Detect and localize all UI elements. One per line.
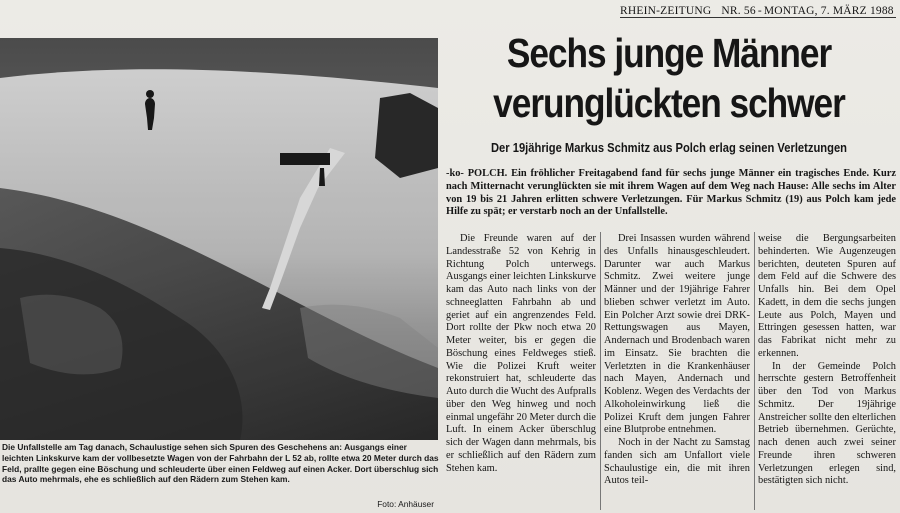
column-paragraph: Drei Insassen wurden während des Unfalls hinausgeschleudert. Darunter war auch Markus Schmitz. Zwei weitere junge Männer und der 19jährige Fahrer blieben schwer verletzt im Auto. Ein Polcher Arzt sowie drei DRK-Rettungswagen aus Mayen, Andernach und Brodenbach waren im Einsatz. Sie brachten die Verletzten in die Krankenhäuser nach Mayen, Andernach und Koblenz. Wegen des Verdachts der Alkoholeinwirkung ließ die Polizei Kruft dem jungen Fahrer eine Blutprobe entnehmen. <box>604 233 750 436</box>
column-divider <box>600 232 601 510</box>
masthead-paper: RHEIN-ZEITUNG <box>620 5 712 17</box>
headline <box>472 28 866 128</box>
column-paragraph: weise die Bergungsarbeiten behinderten. Wie Augenzeugen berichten, deuteten Spuren auf dem Feld auf die Schwere des Unfalls hin. Bei dem Opel Kadett, in dem die sechs jungen Leute aus Polch, Mayen und Ettringen gesessen hatten, war das Fabrikat nicht mehr zu erkennen. <box>758 233 896 359</box>
headline-line-2: verunglückten schwer <box>493 80 845 126</box>
column-paragraph: Noch in der Nacht zu Samstag fanden sich am Unfallort viele Schaulustige ein, die mit ihren Autos teil- <box>604 437 750 487</box>
column-divider <box>754 232 755 510</box>
masthead-issue: NR. 56 <box>721 5 756 17</box>
subheadline: Der 19jährige Markus Schmitz aus Polch erlag seinen Verletzungen <box>490 140 848 155</box>
photo-credit: Foto: Anhäuser <box>377 499 434 510</box>
masthead: RHEIN-ZEITUNG NR. 56 - MONTAG, 7. MÄRZ 1988 <box>620 1 896 18</box>
photo-illustration <box>0 38 438 440</box>
masthead-date: MONTAG, 7. MÄRZ 1988 <box>763 5 894 17</box>
lead-paragraph: -ko- POLCH. Ein fröhlicher Freitagabend fand für sechs junge Männer ein tragisches Ende. Kurz nach Mitternacht verunglückten sie mit ihrem Wagen auf dem Weg nach Hause: Alle sechs im Alter von 19 bis 21 Jahren erlitten schwere Verletzungen. Für Markus Schmitz (19) aus Polch kam jede Hilfe zu spät; er verstarb noch an der Unfallstelle. <box>446 168 896 218</box>
article-column-3 <box>758 233 896 511</box>
column-paragraph: Die Freunde waren auf der Landesstraße 52 von Kehrig in Richtung Polch unterwegs. Ausgangs einer leichten Linkskurve kam das Auto nach links von der schneeglatten Fahrbahn ab und geriet auf ein angrenzendes Feld. Dort rollte der Pkw noch etwa 20 Meter weiter, bis er gegen die Böschung eines Feldweges stieß. Wie die Polizei Kruft weiter rekonstruiert hat, schleuderte das Auto durch die Wucht des Aufpralls über den Weg hinweg und noch einmal ungefähr 20 Meter durch die Luft. In einem Acker überschlug sich der Wagen dann mehrmals, bis er schließlich auf den Rädern zum Stehen kam. <box>446 233 596 474</box>
photo-caption <box>2 442 440 512</box>
column-paragraph: In der Gemeinde Polch herrschte gestern Betroffenheit über den Tod von Markus Schmitz. Der 19jährige Anstreicher sollte den elterlichen Betrieb übernehmen. Gerüchte, nach denen auch zwei seiner Freunde ihren schweren Verletzungen erlegen sind, bestätigten sich nicht. <box>758 360 896 487</box>
article-column-2 <box>604 233 750 511</box>
article-column-1 <box>446 233 596 511</box>
headline-line-1: Sechs junge Männer <box>506 30 832 76</box>
accident-scene-photo <box>0 38 438 440</box>
caption-text: Die Unfallstelle am Tag danach, Schaulustige sehen sich Spuren des Geschehens an: Ausgangs einer leichten Linkskurve kam der vollbesetzte Wagen von der Fahrbahn der L 52 ab, rollte etwa 20 Meter durch das Feld, prallte gegen eine Böschung und schleuderte über einen Feldweg auf einen Acker. Dort überschlug sich das Auto mehrmals, ehe es schließlich auf den Rädern zum Stehen kam. <box>2 442 439 485</box>
